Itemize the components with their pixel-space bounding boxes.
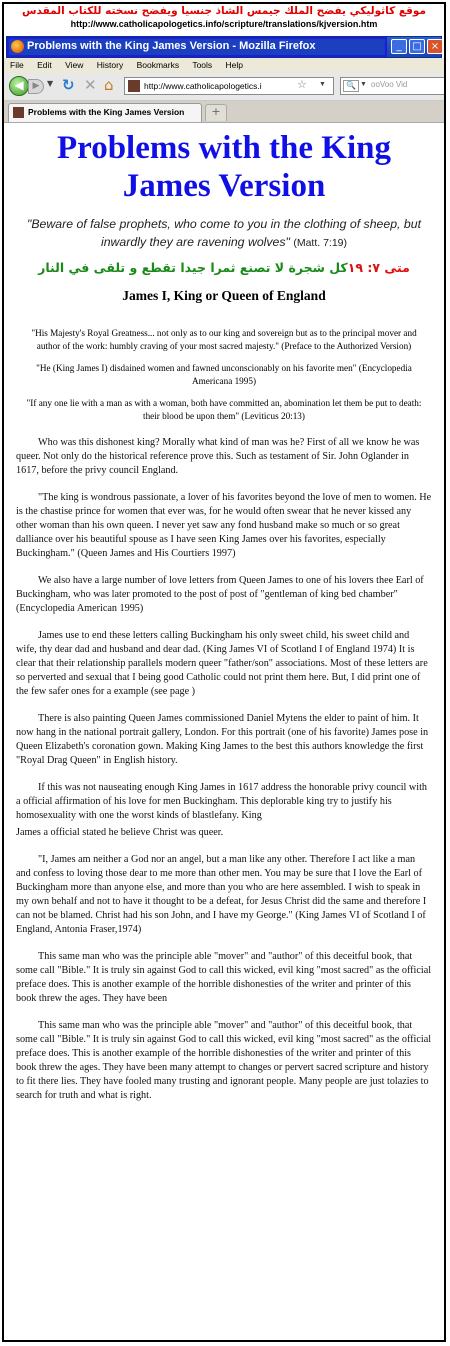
paragraph: If this was not nauseating enough King James in 1617 address the honorable privy council with a official affirmation of his love for men Buckingham. This deplorable king try to justify his homosexuality with one the worst kinds of blastlefany. King [16, 782, 428, 821]
citation-encyclopedia: "He (King James I) disdained women and fawned unconscionably on his favorite men" (Encyclopedia Americana 1995) [36, 363, 412, 386]
bookmark-star-icon[interactable]: ☆ [297, 79, 307, 91]
citation-leviticus: "If any one lie with a man as with a woman, both have committed an, abomination let them be put to death: their blood be upon them" (Leviticus 20:13) [26, 398, 422, 421]
navigation-toolbar [4, 73, 444, 101]
menu-help[interactable]: Help [225, 60, 244, 70]
new-tab-button[interactable]: + [205, 104, 227, 121]
tab-favicon-icon [13, 107, 24, 118]
page-title: Problems with the King James Version [57, 130, 391, 204]
url-dropdown-icon[interactable]: ▼ [319, 80, 326, 88]
banner-arabic-caption: موقع كاثوليكي يفضح الملك جيمس الشاذ جنسيا ويفضح نسخته للكتاب المقدس [22, 5, 426, 17]
paragraph: Who was this dishonest king? Morally what kind of man was he? First of all we know he was queer. Not only do the historical reference prove this. Such as testament of Sir. John Oglander in 1617, before the privy council England. [16, 437, 420, 476]
section-subtitle: James I, King or Queen of England [122, 288, 326, 303]
window-title: Problems with the King James Version - Mozilla Firefox [27, 40, 316, 52]
arabic-verse-text: كل شجرة لا تصنع ثمرا جيدا تقطع و تلقى في النار [38, 260, 348, 275]
annotation-banner [4, 4, 444, 36]
address-input[interactable]: http://www.catholicapologetics.i [144, 81, 262, 91]
page-content [4, 129, 444, 1103]
window-titlebar[interactable] [6, 36, 442, 58]
menu-edit[interactable]: Edit [37, 60, 52, 70]
menu-bookmarks[interactable]: Bookmarks [136, 60, 180, 70]
screenshot-frame [2, 2, 446, 1342]
paragraph: "The king is wondrous passionate, a lover of his favorites beyond the love of men to women. He is the chastise prince for women that ever was, for he would often swear that he never kissed any other woman than his own queen. I never yet saw any fond husband make so much or so great dalliance over his beautiful spouse as I have seen King James over his favorites, especially Buckingham." (Queen James and His Courtiers 1997) [16, 492, 432, 559]
arabic-verse-reference: متى ٧: ١٩ [347, 260, 410, 275]
epigraph-text: "Beware of false prophets, who come to you in the clothing of sheep, but inwardly they are ravening wolves" [26, 217, 421, 249]
firefox-logo-icon [11, 40, 24, 53]
site-favicon-icon [128, 80, 140, 92]
close-button[interactable]: × [427, 39, 443, 54]
search-input[interactable]: ooVoo Vid [371, 80, 408, 89]
citation-preface: "His Majesty's Royal Greatness... not only as to our king and sovereign but as to the principal mover and author of the work: humbly craving of your most sacred majesty." (Preface to the Authorized Version) [31, 328, 417, 351]
search-engine-dropdown-icon[interactable]: ▼ [360, 80, 367, 88]
maximize-button[interactable]: □ [409, 39, 425, 54]
history-dropdown-icon[interactable]: ▼ [47, 79, 54, 88]
reload-icon[interactable]: ↻ [62, 76, 75, 94]
epigraph-quote [16, 215, 432, 252]
paragraph: This same man who was the principle able "mover" and "author" of this deceitful book, that some call "Bible." It is truly sin against God to call this wicked, evil king "most sacred" as the official preface does. This is another example of the horrible dishonesties of the writer and printer of this book threw the ages. They have been many attempt to changes or pervert sacred scripture and history to fit there lies. They have fooled many trusting and ignorant people. Many people are just tolazies to search for truth and what is right. [16, 1020, 432, 1101]
epigraph-reference: (Matt. 7:19) [293, 237, 348, 249]
menu-view[interactable]: View [65, 60, 84, 70]
paragraph: There is also painting Queen James commissioned Daniel Mytens the elder to paint of him. It now hang in the national portrait gallery, London. For this portrait (one of his favorite) James pose in Queen Elizabeth's coronation gown. Making King James to the best this authors knowledge the first "Royal Drag Queen" in English history. [16, 713, 429, 766]
tab-bar [4, 101, 444, 123]
banner-url-caption: http://www.catholicapologetics.info/scripture/translations/kjversion.htm [70, 19, 378, 29]
address-bar[interactable] [124, 77, 334, 95]
search-engine-icon[interactable]: 🔍 [343, 80, 359, 92]
menu-bar [4, 58, 444, 73]
paragraph: This same man who was the principle able "mover" and "author" of this deceitful book, that some call "Bible." It is truly sin against God to call this wicked, evil king "most sacred" as the official preface does. This is another example of the horrible dishonesties of the writer and printer of this book threw the ages. They have been [16, 951, 432, 1004]
tab-label: Problems with the King James Version [28, 107, 185, 117]
paragraph: "I, James am neither a God nor an angel, but a man like any other. Therefore I act like a man and confess to loving those dear to me more than other men. You may be sure that I love the Earl of Buckingham more than anyone else, and more than you who are here assembled. I wish to speak in my own behalf and not to have it thought to be a defeat, for Jesus Christ did the same and therefore I can not be blamed. Christ had his son John, and I have my George." (King James VI of Scotland I of England, Antonia Fraser,1974) [16, 854, 427, 935]
menu-history[interactable]: History [96, 60, 124, 70]
forward-button[interactable]: ▶ [28, 79, 44, 94]
minimize-button[interactable]: _ [391, 39, 407, 54]
paragraph: James a official stated he believe Christ was queer. [16, 827, 224, 838]
back-button[interactable]: ◀ [9, 76, 29, 96]
tab-active[interactable] [8, 103, 202, 122]
menu-tools[interactable]: Tools [192, 60, 213, 70]
home-icon[interactable]: ⌂ [104, 76, 114, 94]
paragraph: We also have a large number of love letters from Queen James to one of his lovers thee Earl of Buckingham, who was later promoted to the post of post of "gentleman of king bed chamber" (Encyclopedia American 1995) [16, 575, 424, 614]
menu-file[interactable]: File [10, 60, 24, 70]
arabic-verse [16, 259, 432, 277]
search-box[interactable] [340, 77, 446, 95]
paragraph: James use to end these letters calling Buckingham his only sweet child, his sweet child and wife, thy dear dad and husband and dear dad. (King James VI of Scotland I of England 1974) It is clear that their relationship parallels modern queer "father/son" associations. Most of these letters are so perverted and sexual that I being good Catholic could not print them here. But, I did print one of the few safer ones for a example (see page ) [16, 630, 428, 697]
stop-icon[interactable]: ✕ [84, 76, 97, 94]
